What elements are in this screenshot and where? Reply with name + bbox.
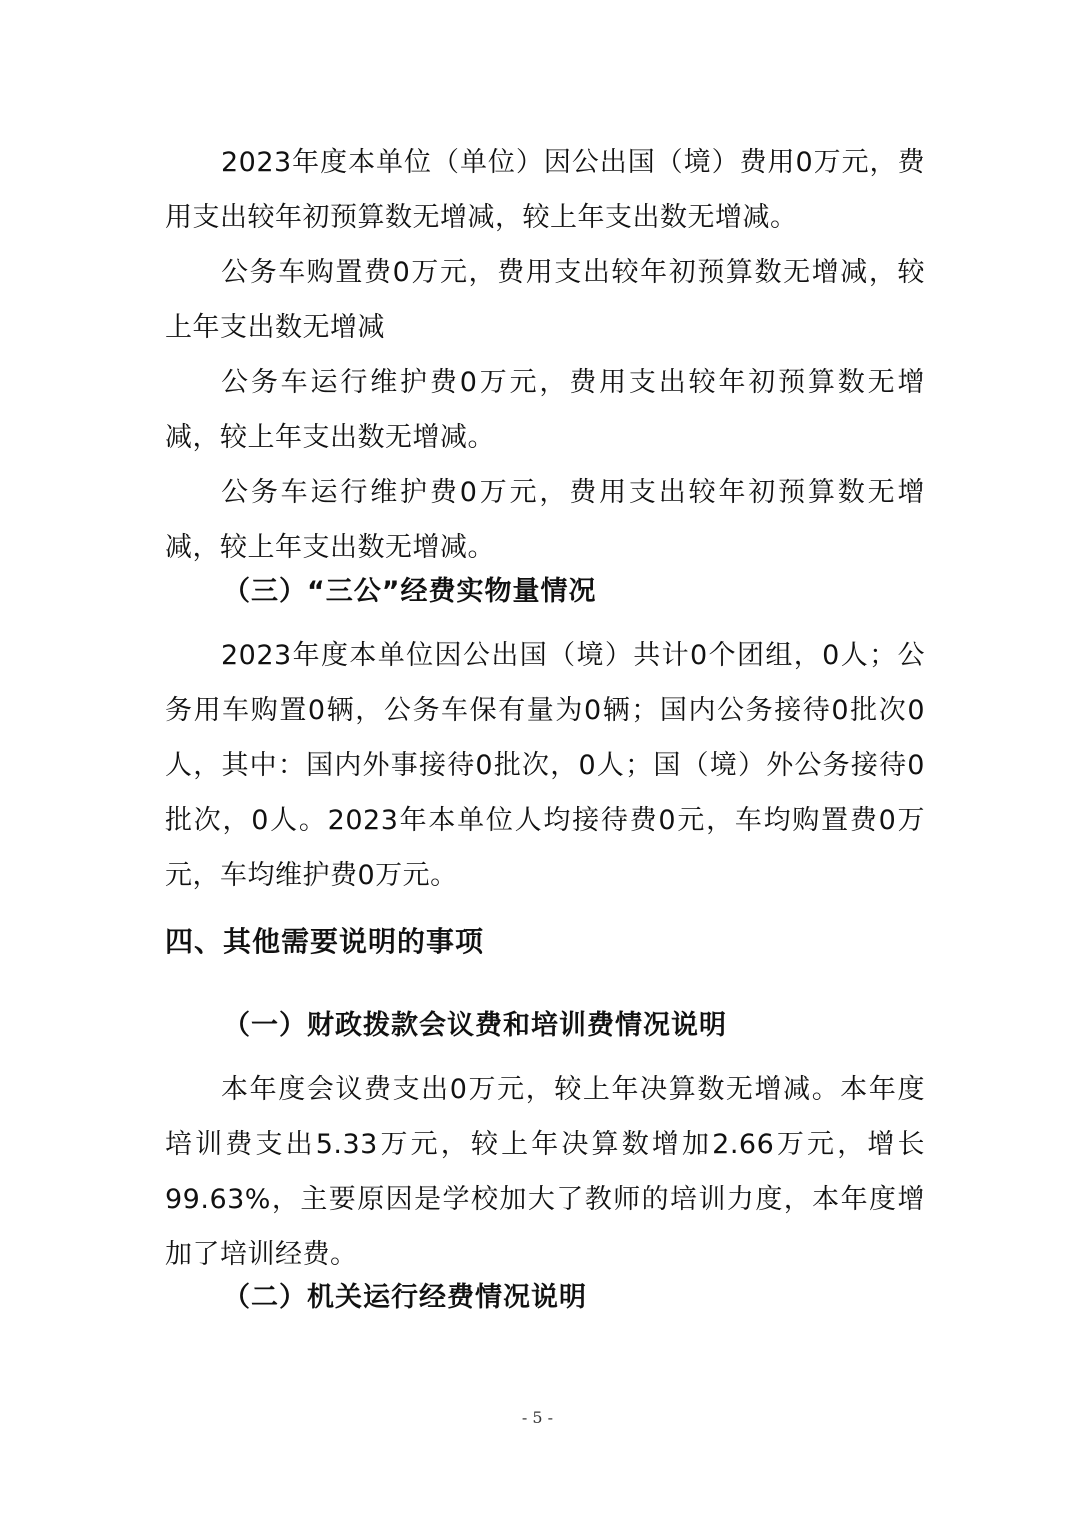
- paragraph-vehicle-maintenance-expense-repeat: 公务车运行维护费0万元，费用支出较年初预算数无增减，较上年支出数无增减。: [165, 477, 925, 563]
- paragraph-vehicle-purchase-expense: 公务车购置费0万元，费用支出较年初预算数无增减，较上年支出数无增减: [165, 257, 925, 343]
- subheading-three-public-physical-quantity: （三）“三公”经费实物量情况: [223, 576, 597, 607]
- paragraph-meeting-training-details: 本年度会议费支出0万元，较上年决算数无增减。本年度培训费支出5.33万元，较上年决算数增加2.66万元，增长99.63%，主要原因是学校加大了教师的培训力度，本年度增加了培训经费。: [165, 1074, 925, 1270]
- page-number: - 5 -: [521, 1408, 554, 1427]
- section-heading-other-matters: 四、其他需要说明的事项: [165, 925, 485, 958]
- subheading-meeting-training-fees: （一）财政拨款会议费和培训费情况说明: [223, 1010, 727, 1041]
- paragraph-vehicle-maintenance-expense: 公务车运行维护费0万元，费用支出较年初预算数无增减，较上年支出数无增减。: [165, 367, 925, 453]
- paragraph-physical-quantity-details: 2023年度本单位因公出国（境）共计0个团组，0人；公务用车购置0辆，公务车保有量为0辆；国内公务接待0批次0人，其中：国内外事接待0批次，0人；国（境）外公务接待0批次，0人。2023年本单位人均接待费0元，车均购置费0万元，车均维护费0万元。: [165, 640, 925, 891]
- subheading-agency-operating-expenses: （二）机关运行经费情况说明: [223, 1282, 587, 1313]
- paragraph-overseas-travel-expense: 2023年度本单位（单位）因公出国（境）费用0万元，费用支出较年初预算数无增减，较上年支出数无增减。: [165, 147, 925, 233]
